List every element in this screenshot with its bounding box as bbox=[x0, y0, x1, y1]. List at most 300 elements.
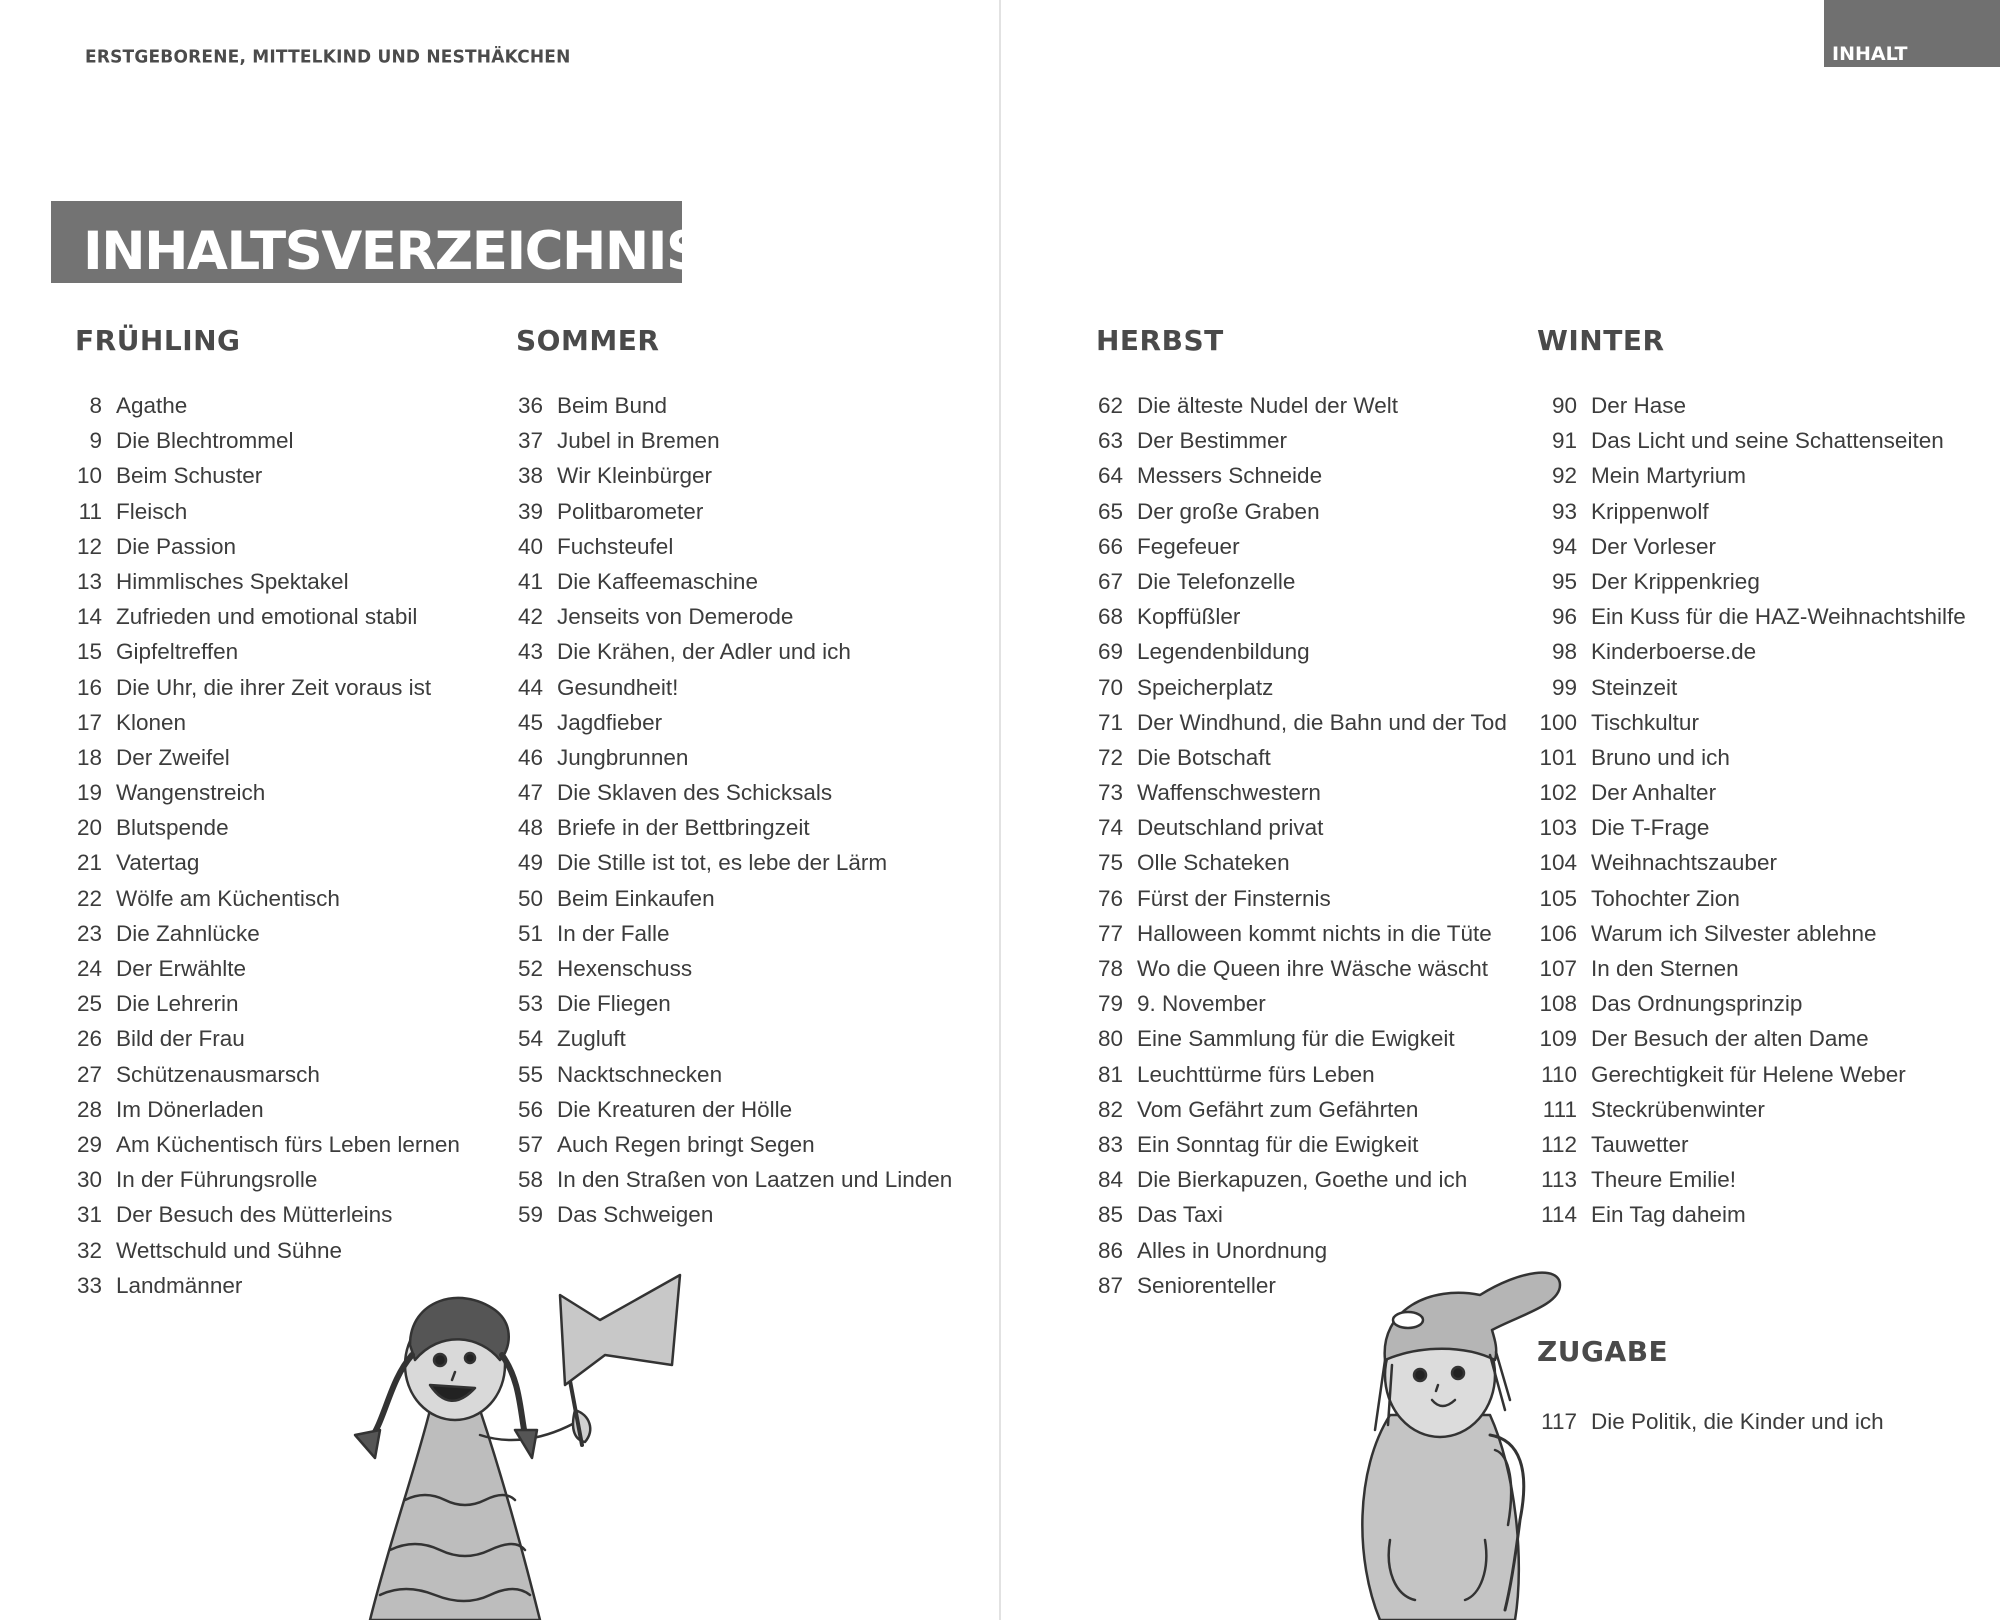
toc-entry-title: Nacktschnecken bbox=[557, 1061, 723, 1087]
toc-page-number: 62 bbox=[1097, 393, 1123, 418]
toc-list bbox=[75, 388, 460, 1303]
toc-entry bbox=[75, 423, 460, 458]
toc-entry bbox=[1537, 951, 1966, 986]
toc-entry-title: Kopffüßler bbox=[1137, 604, 1241, 630]
girl-with-axe-drawing bbox=[320, 1270, 690, 1620]
toc-entry-title: Landmänner bbox=[116, 1272, 243, 1298]
section-sommer bbox=[516, 324, 976, 1228]
toc-entry bbox=[1096, 1127, 1507, 1162]
toc-entry bbox=[1096, 986, 1507, 1021]
toc-page-number: 95 bbox=[1551, 568, 1577, 594]
toc-page-number: 39 bbox=[517, 498, 543, 524]
toc-entry bbox=[516, 388, 952, 423]
toc-page-number: 76 bbox=[1097, 885, 1123, 911]
toc-entry bbox=[516, 529, 952, 564]
toc-entry bbox=[75, 986, 460, 1021]
toc-entry bbox=[1096, 881, 1507, 916]
toc-list bbox=[516, 388, 952, 1233]
toc-page-number: 68 bbox=[1097, 604, 1123, 630]
toc-entry-title: Seniorenteller bbox=[1137, 1272, 1276, 1298]
toc-entry-title: Jubel in Bremen bbox=[557, 428, 720, 454]
toc-page-number: 69 bbox=[1097, 639, 1123, 665]
toc-page-number: 63 bbox=[1097, 428, 1123, 454]
toc-entry bbox=[75, 881, 460, 916]
section-winter bbox=[1537, 324, 1997, 1228]
toc-entry bbox=[1537, 1127, 1966, 1162]
toc-page-number: 19 bbox=[76, 780, 102, 806]
toc-entry-title: Messers Schneide bbox=[1137, 463, 1323, 489]
page-title: INHALTSVERZEICHNIS bbox=[83, 221, 703, 282]
toc-entry bbox=[516, 1092, 952, 1127]
toc-entry-title: Bruno und ich bbox=[1591, 744, 1730, 770]
toc-entry-title: Der Zweifel bbox=[116, 744, 230, 770]
toc-entry-title: Der Hase bbox=[1591, 393, 1687, 418]
toc-entry-title: Jenseits von Demerode bbox=[557, 604, 794, 630]
toc-entry-title: Der Besuch der alten Dame bbox=[1591, 1026, 1869, 1052]
toc-entry bbox=[1096, 458, 1507, 493]
toc-entry-title: In der Führungsrolle bbox=[116, 1167, 318, 1193]
toc-entry bbox=[1537, 986, 1966, 1021]
toc-page-number: 43 bbox=[517, 639, 543, 665]
toc-page-number: 25 bbox=[76, 991, 102, 1017]
toc-entry-title: In den Straßen von Laatzen und Linden bbox=[557, 1167, 953, 1193]
toc-page-number: 31 bbox=[76, 1202, 102, 1228]
toc-entry bbox=[1537, 529, 1966, 564]
toc-entry bbox=[516, 634, 952, 669]
toc-entry bbox=[75, 458, 460, 493]
toc-page-number: 85 bbox=[1097, 1202, 1123, 1228]
toc-page-number: 8 bbox=[89, 393, 102, 418]
toc-entry bbox=[1537, 1021, 1966, 1056]
toc-page-number: 20 bbox=[76, 815, 102, 841]
toc-entry-title: Die Fliegen bbox=[557, 991, 671, 1017]
toc-page-number: 37 bbox=[517, 428, 543, 454]
toc-entry-title: Politbarometer bbox=[557, 498, 704, 524]
toc-entry bbox=[1096, 423, 1507, 458]
toc-entry-title: Weihnachtszauber bbox=[1591, 850, 1777, 876]
toc-entry-title: Tauwetter bbox=[1591, 1131, 1689, 1157]
toc-entry bbox=[1537, 845, 1966, 880]
toc-page-number: 52 bbox=[517, 956, 543, 981]
toc-entry bbox=[1537, 740, 1966, 775]
running-head: ERSTGEBORENE, MITTELKIND UND NESTHÄKCHEN bbox=[85, 46, 571, 68]
toc-entry bbox=[75, 1197, 460, 1232]
toc-entry bbox=[1096, 494, 1507, 529]
toc-page-number: 14 bbox=[76, 604, 102, 630]
toc-entry-title: Der Anhalter bbox=[1591, 780, 1717, 806]
section-heading: ZUGABE bbox=[1537, 1335, 1669, 1368]
toc-entry bbox=[516, 494, 952, 529]
toc-entry-title: Die T-Frage bbox=[1591, 815, 1710, 841]
toc-entry bbox=[516, 740, 952, 775]
toc-entry bbox=[1537, 388, 1966, 423]
toc-entry bbox=[75, 529, 460, 564]
toc-entry-title: Mein Martyrium bbox=[1591, 463, 1747, 489]
section-tab-label: INHALT bbox=[1832, 43, 1908, 65]
toc-page-number: 18 bbox=[76, 744, 102, 770]
toc-page-number: 48 bbox=[517, 815, 543, 841]
toc-entry bbox=[1096, 1162, 1507, 1197]
toc-page-number: 28 bbox=[76, 1096, 102, 1122]
toc-entry-title: In den Sternen bbox=[1591, 956, 1739, 981]
toc-page-number: 93 bbox=[1551, 498, 1577, 524]
toc-page-number: 114 bbox=[1541, 1202, 1577, 1228]
toc-page-number: 79 bbox=[1097, 991, 1123, 1017]
toc-entry-title: Schützenausmarsch bbox=[116, 1061, 320, 1087]
toc-page-number: 102 bbox=[1539, 780, 1577, 806]
toc-entry bbox=[75, 810, 460, 845]
toc-entry-title: Die Politik, die Kinder und ich bbox=[1591, 1409, 1884, 1434]
toc-page-number: 56 bbox=[517, 1096, 543, 1122]
toc-page-number: 84 bbox=[1097, 1167, 1123, 1193]
toc-page-number: 74 bbox=[1097, 815, 1123, 841]
toc-entry bbox=[75, 494, 460, 529]
toc-entry-title: Ein Kuss für die HAZ-Weihnachtshilfe bbox=[1591, 604, 1966, 630]
section-herbst bbox=[1096, 324, 1526, 1298]
toc-page-number: 38 bbox=[517, 463, 543, 489]
toc-entry bbox=[1096, 951, 1507, 986]
toc-entry bbox=[1537, 458, 1966, 493]
toc-entry bbox=[1537, 494, 1966, 529]
toc-entry-title: Fleisch bbox=[116, 498, 188, 524]
toc-entry-title: Olle Schateken bbox=[1137, 850, 1290, 876]
toc-entry bbox=[516, 705, 952, 740]
toc-entry bbox=[516, 458, 952, 493]
toc-entry bbox=[1537, 670, 1966, 705]
toc-entry bbox=[1096, 564, 1507, 599]
toc-page-number: 101 bbox=[1539, 744, 1577, 770]
section-tab bbox=[1824, 0, 2000, 67]
toc-entry bbox=[1096, 634, 1507, 669]
toc-entry bbox=[75, 740, 460, 775]
toc-entry-title: Das Schweigen bbox=[557, 1202, 714, 1228]
toc-page-number: 66 bbox=[1097, 533, 1123, 559]
toc-page-number: 73 bbox=[1097, 780, 1123, 806]
toc-entry bbox=[1096, 705, 1507, 740]
toc-entry-title: Die Zahnlücke bbox=[116, 920, 260, 946]
toc-entry bbox=[1096, 775, 1507, 810]
toc-page-number: 32 bbox=[76, 1237, 102, 1263]
toc-page-number: 83 bbox=[1097, 1131, 1123, 1157]
toc-entry bbox=[516, 775, 952, 810]
toc-entry-title: Die Telefonzelle bbox=[1137, 568, 1296, 594]
toc-entry-title: Die Sklaven des Schicksals bbox=[557, 780, 833, 806]
toc-entry-title: Leuchttürme fürs Leben bbox=[1137, 1061, 1375, 1087]
toc-entry-title: Vom Gefährt zum Gefährten bbox=[1137, 1096, 1419, 1122]
toc-page-number: 87 bbox=[1097, 1272, 1123, 1298]
toc-page-number: 57 bbox=[517, 1131, 543, 1157]
toc-entry bbox=[516, 1127, 952, 1162]
toc-entry bbox=[516, 670, 952, 705]
toc-entry-title: Die Passion bbox=[116, 533, 237, 559]
toc-page-number: 54 bbox=[517, 1026, 543, 1052]
toc-entry-title: Der Bestimmer bbox=[1137, 428, 1288, 454]
toc-page-number: 110 bbox=[1541, 1061, 1577, 1087]
toc-entry-title: Fuchsteufel bbox=[557, 533, 674, 559]
toc-page-number: 108 bbox=[1539, 991, 1577, 1017]
toc-entry bbox=[1537, 705, 1966, 740]
toc-page-number: 36 bbox=[517, 393, 543, 418]
section-fruehling bbox=[75, 324, 495, 1298]
toc-entry-title: Wir Kleinbürger bbox=[557, 463, 713, 489]
toc-page-number: 71 bbox=[1097, 709, 1123, 735]
toc-page-number: 30 bbox=[76, 1167, 102, 1193]
toc-entry bbox=[1096, 916, 1507, 951]
toc-page-number: 16 bbox=[76, 674, 102, 700]
toc-page-number: 94 bbox=[1551, 533, 1577, 559]
toc-entry-title: Himmlisches Spektakel bbox=[116, 568, 349, 594]
toc-entry-title: Im Dönerladen bbox=[116, 1096, 264, 1122]
toc-entry-title: Theure Emilie! bbox=[1591, 1167, 1737, 1193]
toc-entry-title: Beim Schuster bbox=[116, 463, 263, 489]
toc-page-number: 59 bbox=[517, 1202, 543, 1228]
toc-page-number: 46 bbox=[517, 744, 543, 770]
toc-entry bbox=[1096, 845, 1507, 880]
toc-page-number: 11 bbox=[78, 498, 102, 524]
toc-entry bbox=[1537, 916, 1966, 951]
section-heading: SOMMER bbox=[516, 324, 660, 357]
toc-page-number: 45 bbox=[517, 709, 543, 735]
toc-entry-title: Tischkultur bbox=[1591, 709, 1699, 735]
toc-entry bbox=[75, 1021, 460, 1056]
toc-entry-title: Klonen bbox=[116, 709, 187, 735]
toc-page-number: 42 bbox=[517, 604, 543, 630]
toc-page-number: 105 bbox=[1539, 885, 1577, 911]
toc-entry bbox=[75, 564, 460, 599]
toc-page-number: 13 bbox=[76, 568, 102, 594]
toc-entry-title: Steckrübenwinter bbox=[1591, 1096, 1765, 1122]
toc-page-number: 47 bbox=[517, 780, 543, 806]
toc-entry-title: Jagdfieber bbox=[557, 709, 663, 735]
toc-page-number: 22 bbox=[76, 885, 102, 911]
toc-entry-title: Beim Einkaufen bbox=[557, 885, 715, 911]
toc-page-number: 70 bbox=[1097, 674, 1123, 700]
toc-entry bbox=[516, 916, 952, 951]
toc-entry bbox=[75, 951, 460, 986]
toc-entry-title: Die Krähen, der Adler und ich bbox=[557, 639, 851, 665]
toc-page-number: 33 bbox=[76, 1272, 102, 1298]
toc-entry bbox=[1096, 670, 1507, 705]
toc-entry-title: Fegefeuer bbox=[1137, 533, 1240, 559]
toc-page-number: 12 bbox=[76, 533, 102, 559]
toc-entry bbox=[1537, 1092, 1966, 1127]
toc-page-number: 40 bbox=[517, 533, 543, 559]
section-heading: FRÜHLING bbox=[75, 324, 241, 357]
toc-page-number: 113 bbox=[1541, 1167, 1577, 1193]
toc-entry-title: Jungbrunnen bbox=[557, 744, 689, 770]
toc-page-number: 41 bbox=[517, 568, 543, 594]
toc-entry bbox=[516, 810, 952, 845]
section-heading: WINTER bbox=[1537, 324, 1665, 357]
toc-entry bbox=[1096, 740, 1507, 775]
toc-page-number: 49 bbox=[517, 850, 543, 876]
toc-entry-title: Der Erwählte bbox=[116, 956, 247, 981]
toc-entry-title: Wölfe am Küchentisch bbox=[116, 885, 340, 911]
toc-entry-title: Zufrieden und emotional stabil bbox=[116, 604, 418, 630]
toc-entry-title: Das Ordnungsprinzip bbox=[1591, 991, 1803, 1017]
toc-entry-title: Zugluft bbox=[557, 1026, 626, 1052]
page-gutter bbox=[999, 0, 1001, 1620]
toc-entry-title: Der Vorleser bbox=[1591, 533, 1717, 559]
toc-entry-title: Vatertag bbox=[116, 850, 200, 876]
toc-entry bbox=[1096, 529, 1507, 564]
toc-entry-title: Halloween kommt nichts in die Tüte bbox=[1137, 920, 1492, 946]
toc-entry bbox=[1096, 1057, 1507, 1092]
toc-entry-title: Die Uhr, die ihrer Zeit voraus ist bbox=[116, 674, 432, 700]
toc-page-number: 111 bbox=[1542, 1096, 1577, 1122]
toc-entry-title: Eine Sammlung für die Ewigkeit bbox=[1137, 1026, 1455, 1052]
toc-entry-title: Das Taxi bbox=[1137, 1202, 1223, 1228]
toc-entry bbox=[516, 599, 952, 634]
toc-entry bbox=[516, 881, 952, 916]
toc-entry-title: Auch Regen bringt Segen bbox=[557, 1131, 815, 1157]
toc-entry bbox=[1537, 1197, 1966, 1232]
toc-entry-title: Wettschuld und Sühne bbox=[116, 1237, 342, 1263]
toc-entry bbox=[75, 1233, 460, 1268]
toc-entry bbox=[516, 1197, 952, 1232]
toc-page-number: 67 bbox=[1097, 568, 1123, 594]
toc-entry bbox=[1537, 1057, 1966, 1092]
toc-entry bbox=[1537, 881, 1966, 916]
toc-entry-title: Tohochter Zion bbox=[1591, 885, 1740, 911]
toc-entry bbox=[75, 1092, 460, 1127]
toc-entry-title: Die Blechtrommel bbox=[116, 428, 294, 454]
toc-entry-title: Agathe bbox=[116, 393, 188, 418]
toc-entry-title: Legendenbildung bbox=[1137, 639, 1310, 665]
toc-entry-title: Die älteste Nudel der Welt bbox=[1137, 393, 1398, 418]
toc-entry-title: Die Kreaturen der Hölle bbox=[557, 1096, 793, 1122]
toc-entry bbox=[1537, 1162, 1966, 1197]
toc-entry-title: Die Bierkapuzen, Goethe und ich bbox=[1137, 1167, 1468, 1193]
toc-page-number: 15 bbox=[76, 639, 102, 665]
title-bar bbox=[51, 201, 703, 283]
toc-page-number: 64 bbox=[1097, 463, 1123, 489]
toc-entry bbox=[516, 1162, 952, 1197]
toc-entry bbox=[75, 634, 460, 669]
toc-page-number: 80 bbox=[1097, 1026, 1123, 1052]
toc-entry-title: Gesundheit! bbox=[557, 674, 679, 700]
toc-entry-title: Speicherplatz bbox=[1137, 674, 1274, 700]
toc-page-number: 90 bbox=[1551, 393, 1577, 418]
toc-entry-title: Die Kaffeemaschine bbox=[557, 568, 758, 594]
toc-entry bbox=[516, 1057, 952, 1092]
toc-page-number: 75 bbox=[1097, 850, 1123, 876]
toc-entry bbox=[1096, 1092, 1507, 1127]
toc-page-number: 23 bbox=[76, 920, 102, 946]
toc-entry-title: Der Besuch des Mütterleins bbox=[116, 1202, 393, 1228]
toc-page-number: 107 bbox=[1539, 956, 1577, 981]
child-with-cap-drawing bbox=[1320, 1240, 1620, 1620]
toc-entry-title: Der große Graben bbox=[1137, 498, 1320, 524]
toc-entry bbox=[1537, 423, 1966, 458]
toc-page-number: 65 bbox=[1097, 498, 1123, 524]
toc-page-number: 29 bbox=[76, 1131, 102, 1157]
toc-entry bbox=[516, 564, 952, 599]
toc-entry bbox=[516, 423, 952, 458]
toc-entry-title: Ein Tag daheim bbox=[1591, 1202, 1746, 1228]
toc-page-number: 17 bbox=[76, 709, 102, 735]
toc-entry-title: Warum ich Silvester ablehne bbox=[1591, 920, 1877, 946]
toc-entry-title: Fürst der Finsternis bbox=[1137, 885, 1331, 911]
toc-page-number: 99 bbox=[1551, 674, 1577, 700]
toc-entry-title: 9. November bbox=[1137, 991, 1266, 1017]
toc-entry-title: Die Stille ist tot, es lebe der Lärm bbox=[557, 850, 888, 876]
toc-entry-title: Hexenschuss bbox=[557, 956, 693, 981]
toc-entry-title: Der Windhund, die Bahn und der Tod bbox=[1137, 709, 1507, 735]
toc-page-number: 44 bbox=[517, 674, 543, 700]
toc-entry bbox=[1537, 564, 1966, 599]
toc-entry bbox=[75, 775, 460, 810]
toc-entry bbox=[75, 599, 460, 634]
toc-entry bbox=[75, 705, 460, 740]
toc-entry-title: Blutspende bbox=[116, 815, 229, 841]
toc-entry bbox=[1537, 634, 1966, 669]
toc-entry bbox=[516, 986, 952, 1021]
toc-entry bbox=[516, 1021, 952, 1056]
section-heading: HERBST bbox=[1096, 324, 1224, 357]
toc-page-number: 78 bbox=[1097, 956, 1123, 981]
toc-page-number: 72 bbox=[1097, 744, 1123, 770]
toc-entry bbox=[75, 670, 460, 705]
toc-entry bbox=[75, 1057, 460, 1092]
toc-page-number: 55 bbox=[517, 1061, 543, 1087]
toc-entry-title: Krippenwolf bbox=[1591, 498, 1709, 524]
toc-entry-title: Die Botschaft bbox=[1137, 744, 1271, 770]
toc-entry-title: Gerechtigkeit für Helene Weber bbox=[1591, 1061, 1906, 1087]
toc-entry bbox=[75, 388, 460, 423]
toc-entry bbox=[1537, 775, 1966, 810]
toc-entry-title: Briefe in der Bettbringzeit bbox=[557, 815, 810, 841]
toc-page-number: 82 bbox=[1097, 1096, 1123, 1122]
toc-entry bbox=[1096, 1021, 1507, 1056]
toc-page-number: 98 bbox=[1551, 639, 1577, 665]
toc-entry bbox=[516, 845, 952, 880]
toc-entry-title: Der Krippenkrieg bbox=[1591, 568, 1760, 594]
toc-page-number: 109 bbox=[1539, 1026, 1577, 1052]
toc-entry bbox=[75, 1127, 460, 1162]
toc-page-number: 86 bbox=[1097, 1237, 1123, 1263]
toc-page-number: 92 bbox=[1551, 463, 1577, 489]
toc-page-number: 27 bbox=[76, 1061, 102, 1087]
toc-entry bbox=[1537, 599, 1966, 634]
toc-entry-title: In der Falle bbox=[557, 920, 670, 946]
toc-entry-title: Deutschland privat bbox=[1137, 815, 1324, 841]
toc-page-number: 96 bbox=[1551, 604, 1577, 630]
toc-page-number: 112 bbox=[1541, 1131, 1577, 1157]
toc-entry bbox=[1096, 599, 1507, 634]
toc-entry bbox=[75, 1162, 460, 1197]
toc-page-number: 91 bbox=[1551, 428, 1577, 454]
toc-entry-title: Beim Bund bbox=[557, 393, 668, 418]
toc-entry-title: Bild der Frau bbox=[116, 1026, 245, 1052]
toc-entry-title: Alles in Unordnung bbox=[1137, 1237, 1328, 1263]
toc-entry-title: Ein Sonntag für die Ewigkeit bbox=[1137, 1131, 1419, 1157]
toc-entry-title: Waffenschwestern bbox=[1137, 780, 1321, 806]
toc-page-number: 53 bbox=[517, 991, 543, 1017]
toc-page-number: 81 bbox=[1097, 1061, 1123, 1087]
toc-entry-title: Das Licht und seine Schattenseiten bbox=[1591, 428, 1944, 454]
toc-page-number: 106 bbox=[1539, 920, 1577, 946]
toc-list bbox=[1537, 388, 1966, 1233]
toc-entry bbox=[1096, 810, 1507, 845]
toc-page-number: 58 bbox=[517, 1167, 543, 1193]
toc-page-number: 24 bbox=[76, 956, 102, 981]
toc-page-number: 9 bbox=[89, 428, 102, 454]
toc-page-number: 117 bbox=[1541, 1409, 1577, 1434]
toc-page-number: 77 bbox=[1097, 920, 1123, 946]
toc-entry-title: Kinderboerse.de bbox=[1591, 639, 1757, 665]
toc-entry-title: Wo die Queen ihre Wäsche wäscht bbox=[1137, 956, 1489, 981]
